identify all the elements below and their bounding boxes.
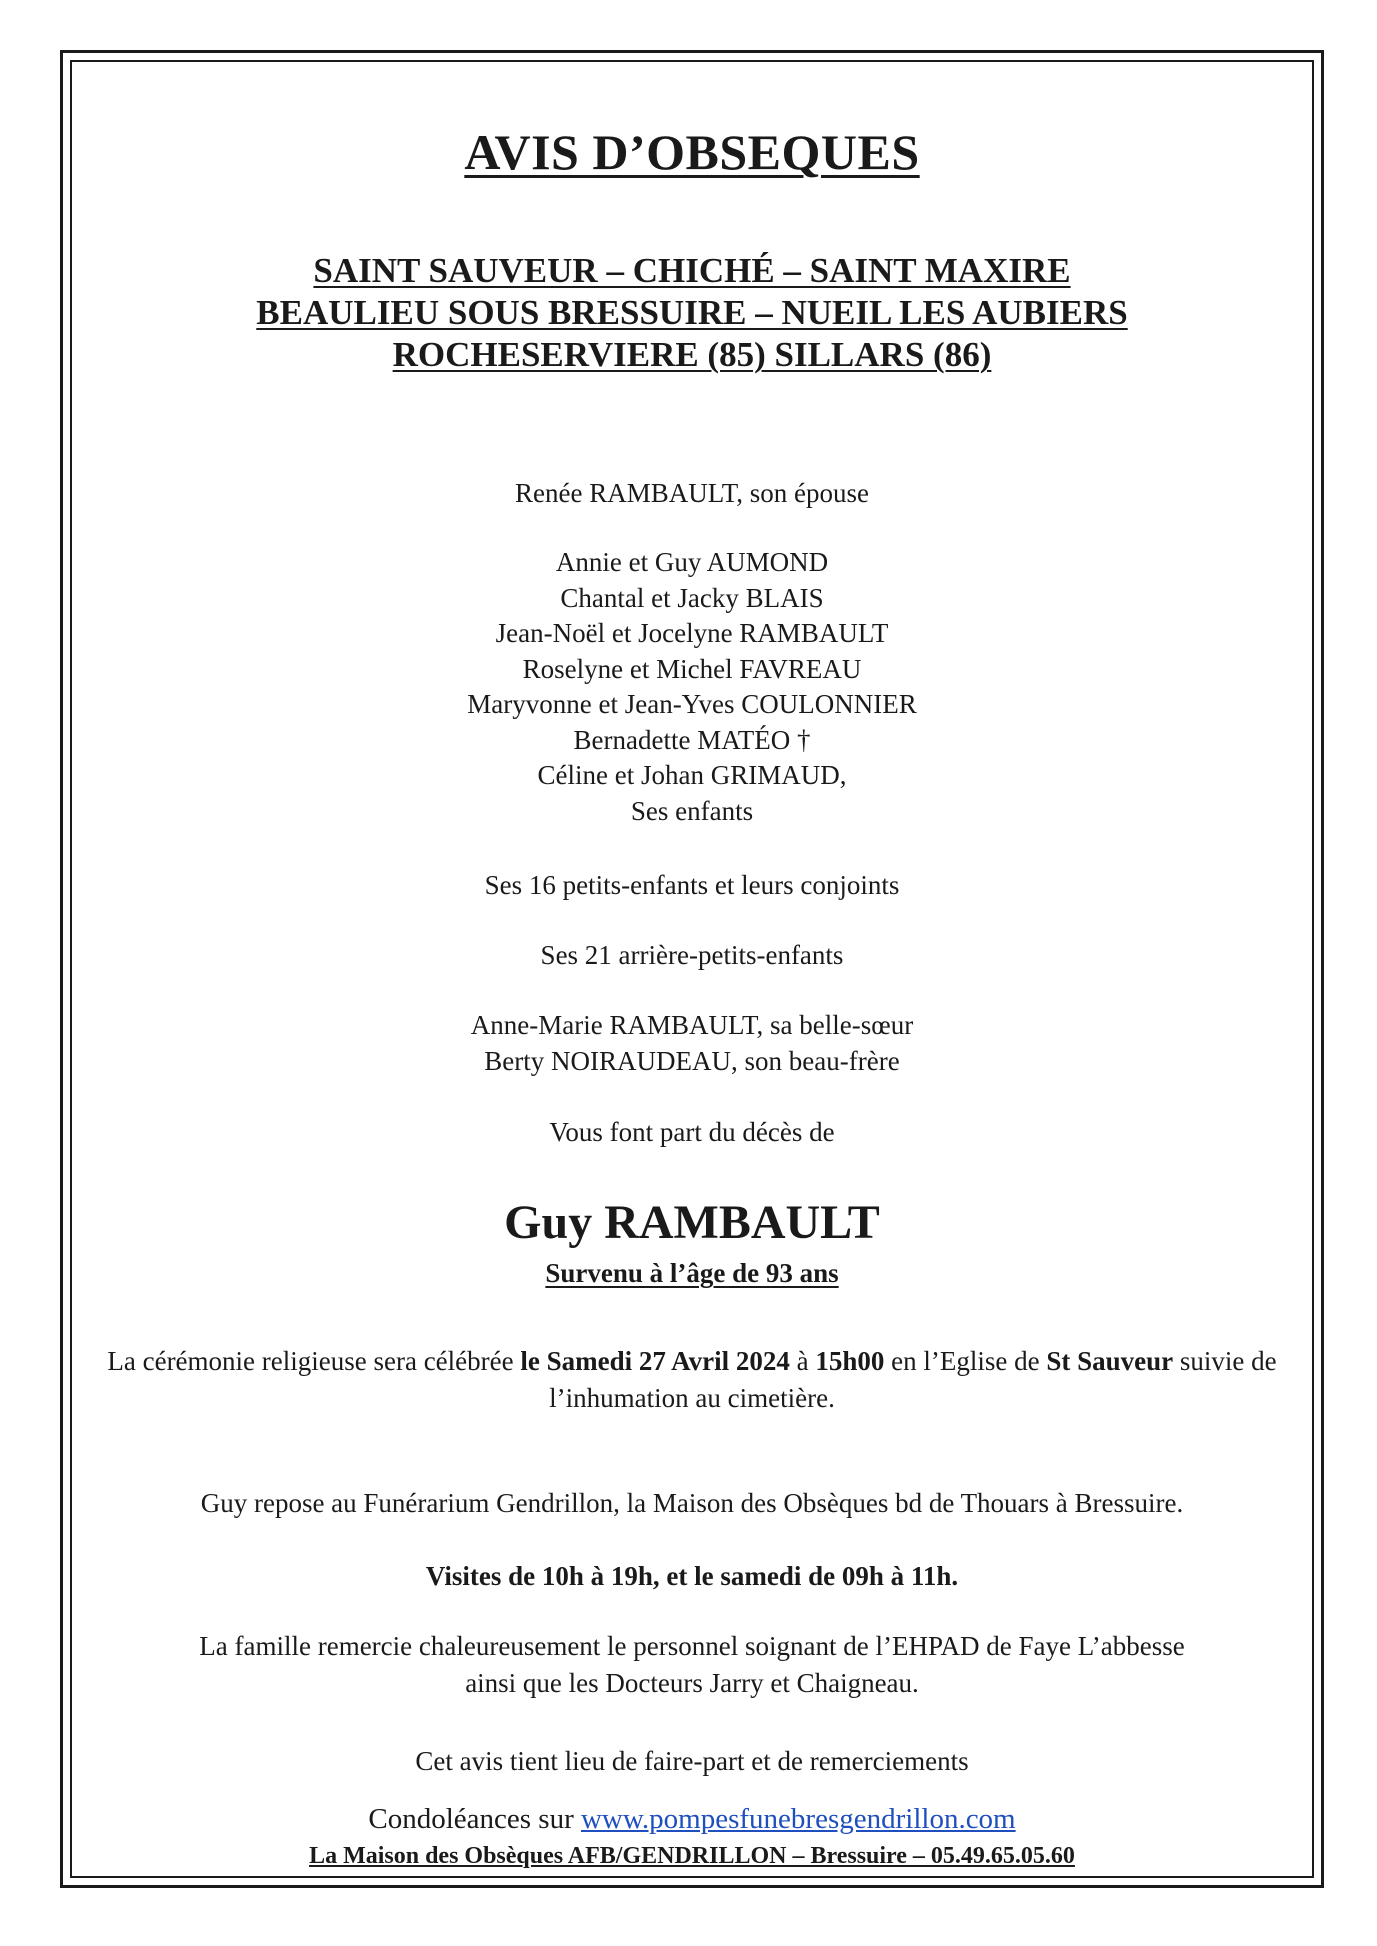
child-line: Roselyne et Michel FAVREAU <box>522 653 862 684</box>
child-line: Ses enfants <box>630 795 754 826</box>
children-list <box>90 545 1294 829</box>
announcement-line: Vous font part du décès de <box>549 1117 835 1147</box>
age-line: Survenu à l’âge de 93 ans <box>545 1258 839 1288</box>
ceremony-connector: à <box>796 1346 809 1376</box>
ceremony-place-prefix: en l’Eglise de <box>891 1346 1040 1376</box>
ceremony-church: St Sauveur <box>1046 1346 1174 1376</box>
notice-text-line: Cet avis tient lieu de faire-part et de remerciements <box>415 1746 969 1776</box>
in-law-line: Anne-Marie RAMBAULT, sa belle-sœur <box>470 1010 914 1040</box>
child-line: Jean-Noël et Jocelyne RAMBAULT <box>495 618 889 648</box>
footer-line: La Maison des Obsèques AFB/GENDRILLON – Bressuire – 05.49.65.05.60 <box>309 1843 1075 1869</box>
visits-line: Visites de 10h à 19h, et le samedi de 09h à 11h. <box>425 1561 959 1591</box>
spouse-line: Renée RAMBAULT, son épouse <box>515 478 869 508</box>
towns-line: ROCHESERVIERE (85) SILLARS (86) <box>392 335 992 374</box>
child-line: Chantal et Jacky BLAIS <box>560 582 824 613</box>
child-line: Annie et Guy AUMOND <box>555 547 829 577</box>
ceremony-time: 15h00 <box>815 1346 885 1376</box>
child-line: Céline et Johan GRIMAUD, <box>537 760 847 790</box>
notice-title: AVIS D’OBSEQUES <box>464 124 920 180</box>
towns-line: BEAULIEU SOUS BRESSUIRE – NUEIL LES AUBIERS <box>256 293 1128 332</box>
condolences-link[interactable]: www.pompesfunebresgendrillon.com <box>580 1803 1016 1835</box>
ceremony-intro: La cérémonie religieuse sera célébrée <box>107 1346 514 1376</box>
ceremony-paragraph <box>90 1343 1294 1417</box>
child-line: Maryvonne et Jean-Yves COULONNIER <box>467 689 917 719</box>
condolences-line <box>90 1803 1294 1836</box>
grandchildren-line: Ses 16 petits-enfants et leurs conjoints <box>484 870 900 900</box>
ceremony-date: le Samedi 27 Avril 2024 <box>520 1346 790 1376</box>
towns-line: SAINT SAUVEUR – CHICHÉ – SAINT MAXIRE <box>313 251 1071 290</box>
rest-paragraph: Guy repose au Funérarium Gendrillon, la Maison des Obsèques bd de Thouars à Bressuire. <box>200 1488 1184 1518</box>
ceremony-suffix: suivie de l’inhumation au cimetière. <box>549 1346 1277 1413</box>
great-grandchildren-line: Ses 21 arrière-petits-enfants <box>540 940 844 970</box>
in-laws-list <box>90 1008 1294 1079</box>
in-law-line: Berty NOIRAUDEAU, son beau-frère <box>484 1045 900 1076</box>
deceased-name: Guy RAMBAULT <box>504 1196 880 1249</box>
child-line: Bernadette MATÉO † <box>573 724 811 755</box>
thanks-paragraph: La famille remercie chaleureusement le personnel soignant de l’EHPAD de Faye L’abbesse ainsi que les Docteurs Jarry et Chaigneau. <box>199 1631 1185 1698</box>
towns-list <box>90 250 1294 376</box>
condolences-label: Condoléances sur <box>368 1803 574 1835</box>
